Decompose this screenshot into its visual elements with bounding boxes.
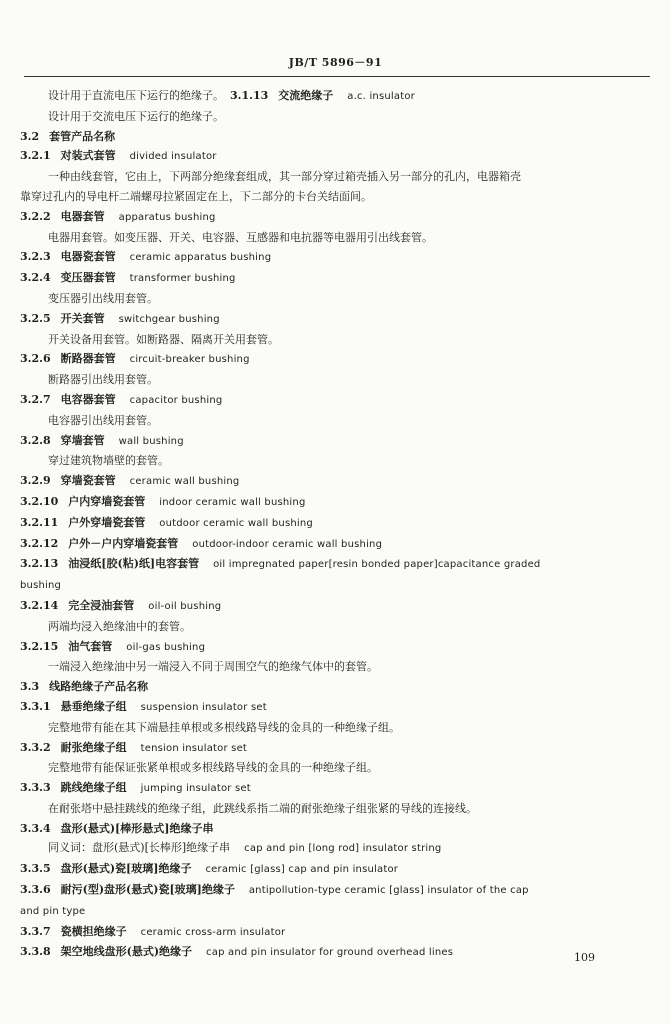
definition-text: 完整地带有能在其下端悬挂单根或多根线路导线的金具的一种绝缘子组。 <box>48 720 400 734</box>
term-chinese: 断路器套管 <box>60 352 116 366</box>
section-title: 线路绝缘子产品名称 <box>49 680 149 694</box>
term-entry <box>20 859 650 880</box>
section-heading <box>20 677 650 697</box>
term-chinese: 穿墙瓷套管 <box>60 474 116 488</box>
term-english: a.c. insulator <box>347 91 415 102</box>
term-entry <box>20 390 650 411</box>
definition-line <box>20 718 650 738</box>
definition-line <box>20 289 650 309</box>
term-chinese: 电器套管 <box>60 209 105 223</box>
term-number: 3.2.10 <box>20 494 59 508</box>
term-english: outdoor-indoor ceramic wall bushing <box>192 538 383 550</box>
term-entry <box>20 268 650 289</box>
term-entry <box>20 738 650 759</box>
term-english: suspension insulator set <box>140 701 267 713</box>
definition-text: 同义词：盘形(悬式)[长棒形]绝缘子串 <box>48 841 231 855</box>
term-entry <box>20 942 650 963</box>
definition-text: 开关设备用套管。如断路器、隔离开关用套管。 <box>48 332 279 346</box>
term-chinese: 耐张绝缘子组 <box>60 740 127 754</box>
term-chinese: 变压器套管 <box>60 271 116 285</box>
term-chinese: 对装式套管 <box>60 149 116 163</box>
term-english: ceramic wall bushing <box>129 476 240 488</box>
term-entry <box>20 247 650 268</box>
term-english: tension insulator set <box>140 742 248 754</box>
definition-line <box>20 330 650 350</box>
term-chinese: 户外－户内穿墙瓷套管 <box>68 536 179 550</box>
term-english: wall bushing <box>118 435 184 447</box>
term-entry <box>20 309 650 330</box>
term-english: oil-oil bushing <box>148 600 222 612</box>
section-heading <box>20 127 650 147</box>
term-entry <box>20 207 650 228</box>
term-number: 3.2.12 <box>20 536 59 550</box>
term-number: 3.2.5 <box>20 311 51 325</box>
term-entry <box>20 492 650 513</box>
term-chinese: 瓷横担绝缘子 <box>60 924 127 938</box>
definition-line <box>20 370 650 390</box>
term-english: oil-gas bushing <box>126 641 206 653</box>
term-number: 3.2.7 <box>20 392 51 406</box>
term-number: 3.2.11 <box>20 515 59 529</box>
definition-text: 设计用于直流电压下运行的绝缘子。 <box>48 89 224 102</box>
term-number: 3.3.3 <box>20 781 51 795</box>
definition-line <box>20 617 650 637</box>
term-chinese: 悬垂绝缘子组 <box>60 699 127 713</box>
term-entry <box>20 471 650 492</box>
term-chinese: 完全浸油套管 <box>68 598 135 612</box>
term-chinese: 盘形(悬式)瓷[玻璃]绝缘子 <box>60 862 192 876</box>
term-number: 3.3.2 <box>20 740 51 754</box>
term-chinese: 跳线绝缘子组 <box>60 781 127 795</box>
definition-line <box>20 657 650 677</box>
term-english: oil impregnated paper[resin bonded paper]capacitance graded <box>213 559 541 571</box>
term-entry <box>20 349 650 370</box>
section-number: 3.2 <box>20 129 40 143</box>
term-number: 3.3.6 <box>20 883 51 897</box>
term-chinese: 开关套管 <box>60 311 105 325</box>
term-entry <box>20 922 650 943</box>
definition-text: 一端浸入绝缘油中另一端浸入不同于周围空气的绝缘气体中的套管。 <box>48 660 378 674</box>
continuation-text: 靠穿过孔内的导电杆二端螺母拉紧固定在上，下二部分的卡台关结面间。 <box>20 189 372 203</box>
term-chinese: 电容器套管 <box>60 392 116 406</box>
definition-line <box>20 838 650 859</box>
term-english: antipollution-type ceramic [glass] insulator of the cap <box>248 885 529 897</box>
continuation-line <box>20 901 650 922</box>
term-number: 3.3.8 <box>20 945 51 959</box>
continuation-line <box>20 187 650 207</box>
term-entry <box>20 697 650 718</box>
definition-line <box>20 451 650 471</box>
term-chinese: 油气套管 <box>68 639 113 653</box>
document-body <box>20 86 650 963</box>
continuation-text: and pin type <box>20 905 86 917</box>
definition-text: 电容器引出线用套管。 <box>48 413 158 427</box>
definition-line <box>20 799 650 819</box>
definition-line <box>20 86 650 107</box>
term-number: 3.2.14 <box>20 598 59 612</box>
continuation-text: bushing <box>20 580 62 592</box>
term-english: ceramic apparatus bushing <box>129 252 272 264</box>
term-number: 3.2.9 <box>20 474 51 488</box>
header-rule <box>24 76 650 77</box>
term-entry <box>20 596 650 617</box>
term-english: cap and pin [long rod] insulator string <box>244 843 442 855</box>
term-number: 3.3.7 <box>20 924 51 938</box>
term-chinese: 穿墙套管 <box>60 433 105 447</box>
term-number: 3.2.15 <box>20 639 59 653</box>
section-title: 套管产品名称 <box>49 129 116 143</box>
term-number: 3.3.5 <box>20 862 51 876</box>
term-english: apparatus bushing <box>118 211 216 223</box>
term-number: 3.2.4 <box>20 271 51 285</box>
term-number: 3.1.13 <box>230 89 269 102</box>
definition-text: 电器用套管。如变压器、开关、电容器、互感器和电抗器等电器用引出线套管。 <box>48 230 433 244</box>
term-number: 3.2.2 <box>20 209 51 223</box>
definition-line <box>20 107 650 127</box>
term-entry <box>20 819 650 839</box>
term-chinese: 油浸纸[胶(粘)纸]电容套管 <box>68 557 200 571</box>
definition-text: 变压器引出线用套管。 <box>48 291 158 305</box>
term-chinese: 耐污(型)盘形(悬式)瓷[玻璃]绝缘子 <box>60 883 235 897</box>
term-number: 3.2.13 <box>20 557 59 571</box>
term-entry <box>20 146 650 167</box>
definition-line <box>20 228 650 248</box>
header-standard-code: JB/T 5896－91 <box>288 56 383 69</box>
term-chinese: 交流绝缘子 <box>278 89 334 102</box>
definition-text: 穿过建筑物墙壁的套管。 <box>48 454 169 468</box>
term-entry <box>20 637 650 658</box>
continuation-line <box>20 575 650 596</box>
definition-text: 一种由线套管，它由上，下两部分绝缘套组成，其一部分穿过箱壳插入另一部分的孔内，电器箱壳 <box>48 170 521 184</box>
term-chinese: 电器瓷套管 <box>60 250 116 264</box>
term-chinese: 户内穿墙瓷套管 <box>68 494 146 508</box>
definition-text: 断路器引出线用套管。 <box>48 373 158 387</box>
term-english: indoor ceramic wall bushing <box>159 496 306 508</box>
term-english: outdoor ceramic wall bushing <box>159 517 313 529</box>
definition-line <box>20 167 650 187</box>
term-number: 3.3.1 <box>20 699 51 713</box>
term-number: 3.2.1 <box>20 149 51 163</box>
section-number: 3.3 <box>20 680 40 694</box>
term-entry <box>20 554 650 575</box>
term-english: circuit-breaker bushing <box>129 354 250 366</box>
term-english: transformer bushing <box>129 273 236 285</box>
term-entry <box>20 880 650 901</box>
term-english: switchgear bushing <box>118 313 220 325</box>
term-english: ceramic [glass] cap and pin insulator <box>205 864 399 876</box>
definition-text: 设计用于交流电压下运行的绝缘子。 <box>48 109 224 123</box>
term-number: 3.2.6 <box>20 352 51 366</box>
term-entry <box>20 778 650 799</box>
term-english: jumping insulator set <box>140 783 251 795</box>
definition-line <box>20 758 650 778</box>
term-english: divided insulator <box>129 151 217 163</box>
term-english: cap and pin insulator for ground overhead lines <box>206 947 454 959</box>
term-chinese: 户外穿墙瓷套管 <box>68 515 146 529</box>
definition-text: 完整地带有能保证张紧单根或多根线路导线的金具的一种绝缘子组。 <box>48 761 378 775</box>
term-english: capacitor bushing <box>129 394 223 406</box>
term-entry <box>20 513 650 534</box>
term-number: 3.2.8 <box>20 433 51 447</box>
page-number: 109 <box>574 951 595 964</box>
definition-text: 在耐张塔中悬挂跳线的绝缘子组，此跳线系指二端的耐张绝缘子组张紧的导线的连接线。 <box>48 801 477 815</box>
term-chinese: 盘形(悬式)[棒形悬式]绝缘子串 <box>60 821 214 835</box>
term-english: ceramic cross-arm insulator <box>140 926 286 938</box>
definition-text: 两端均浸入绝缘油中的套管。 <box>48 619 191 633</box>
term-number: 3.3.4 <box>20 821 51 835</box>
term-number: 3.2.3 <box>20 250 51 264</box>
term-chinese: 架空地线盘形(悬式)绝缘子 <box>60 945 193 959</box>
term-entry <box>20 534 650 555</box>
definition-line <box>20 411 650 431</box>
term-entry <box>20 431 650 452</box>
